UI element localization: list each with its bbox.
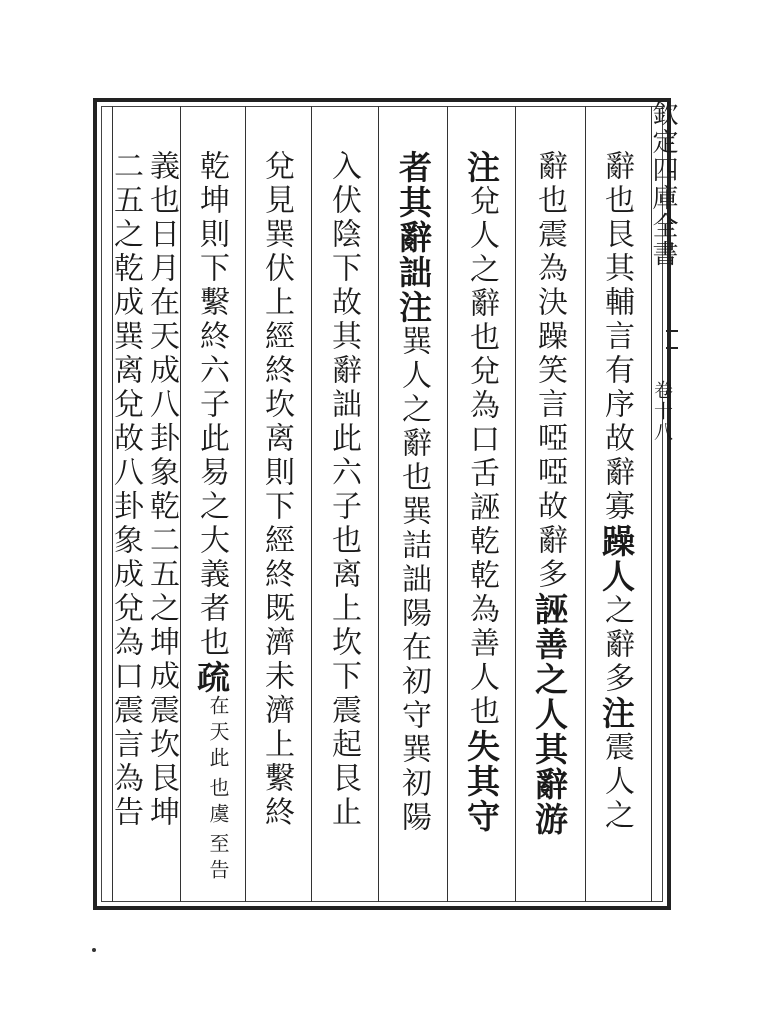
text-column [597,150,636,833]
column-rule [311,106,312,902]
text-column [462,150,501,834]
column-rule [515,106,516,902]
classic-text-segment: 疏 [192,660,231,695]
text-column [192,150,231,885]
stray-mark [92,948,96,952]
commentary-segment: 入伏陰下故其辭詘此六子也离上坎下震起艮止 [326,150,361,830]
text-column [326,150,361,830]
classic-text-segment: 者其辭詘注 [394,150,433,325]
page-inner-border [101,106,663,902]
commentary-segment: 兌見巽伏上經終坎离則下經終既濟未濟上繫終 [259,150,294,830]
column-rule [585,106,586,902]
note-line-left: 在天此 [206,695,230,773]
commentary-segment: 辭也震為決躁笑言啞啞故辭多 [532,150,567,592]
column-rule [180,106,181,902]
text-column [394,150,433,835]
column-rule [447,106,448,902]
text-column [259,150,294,830]
commentary-segment: 震人之 [599,731,634,833]
note-line-right: 也 [206,777,230,803]
column-rule [651,106,652,902]
commentary-segment: 二五之乾成巽离兌故八卦象成兌為口震言為告 [108,150,143,830]
text-column [108,150,143,830]
text-column [144,150,179,830]
commentary-segment: 巽人之辭也巽詰詘陽在初守巽初陽 [396,325,431,835]
note-line-left: 虞 [206,803,230,829]
classic-text-segment: 失其守 [462,729,501,834]
classic-text-segment: 躁人 [597,524,636,594]
commentary-segment: 義也日月在天成八卦象乾二五之坤成震坎艮坤 [144,150,179,830]
classic-text-segment: 注 [462,150,501,185]
commentary-segment: 之辭多 [599,594,634,696]
classic-text-segment: 注 [597,696,636,731]
column-rule [378,106,379,902]
column-rule [245,106,246,902]
interlinear-note [208,803,228,885]
commentary-segment: 兌人之辭也兌為口舌誣乾乾為善人也 [464,185,499,729]
fishtail-mark [666,330,678,332]
column-rule [112,106,113,902]
fishtail-mark-lower [666,347,678,349]
volume-label: 卷十八 [651,380,673,443]
commentary-segment: 乾坤則下繫終六子此易之大義者也 [194,150,229,660]
classic-text-segment: 誣善之人其辭游 [530,592,569,837]
text-column [530,150,569,837]
interlinear-note [208,695,228,803]
commentary-segment: 辭也艮其輔言有序故辭寡 [599,150,634,524]
note-line-right: 至告 [206,833,230,885]
book-title-margin: 欽定四庫全書 [648,100,678,268]
